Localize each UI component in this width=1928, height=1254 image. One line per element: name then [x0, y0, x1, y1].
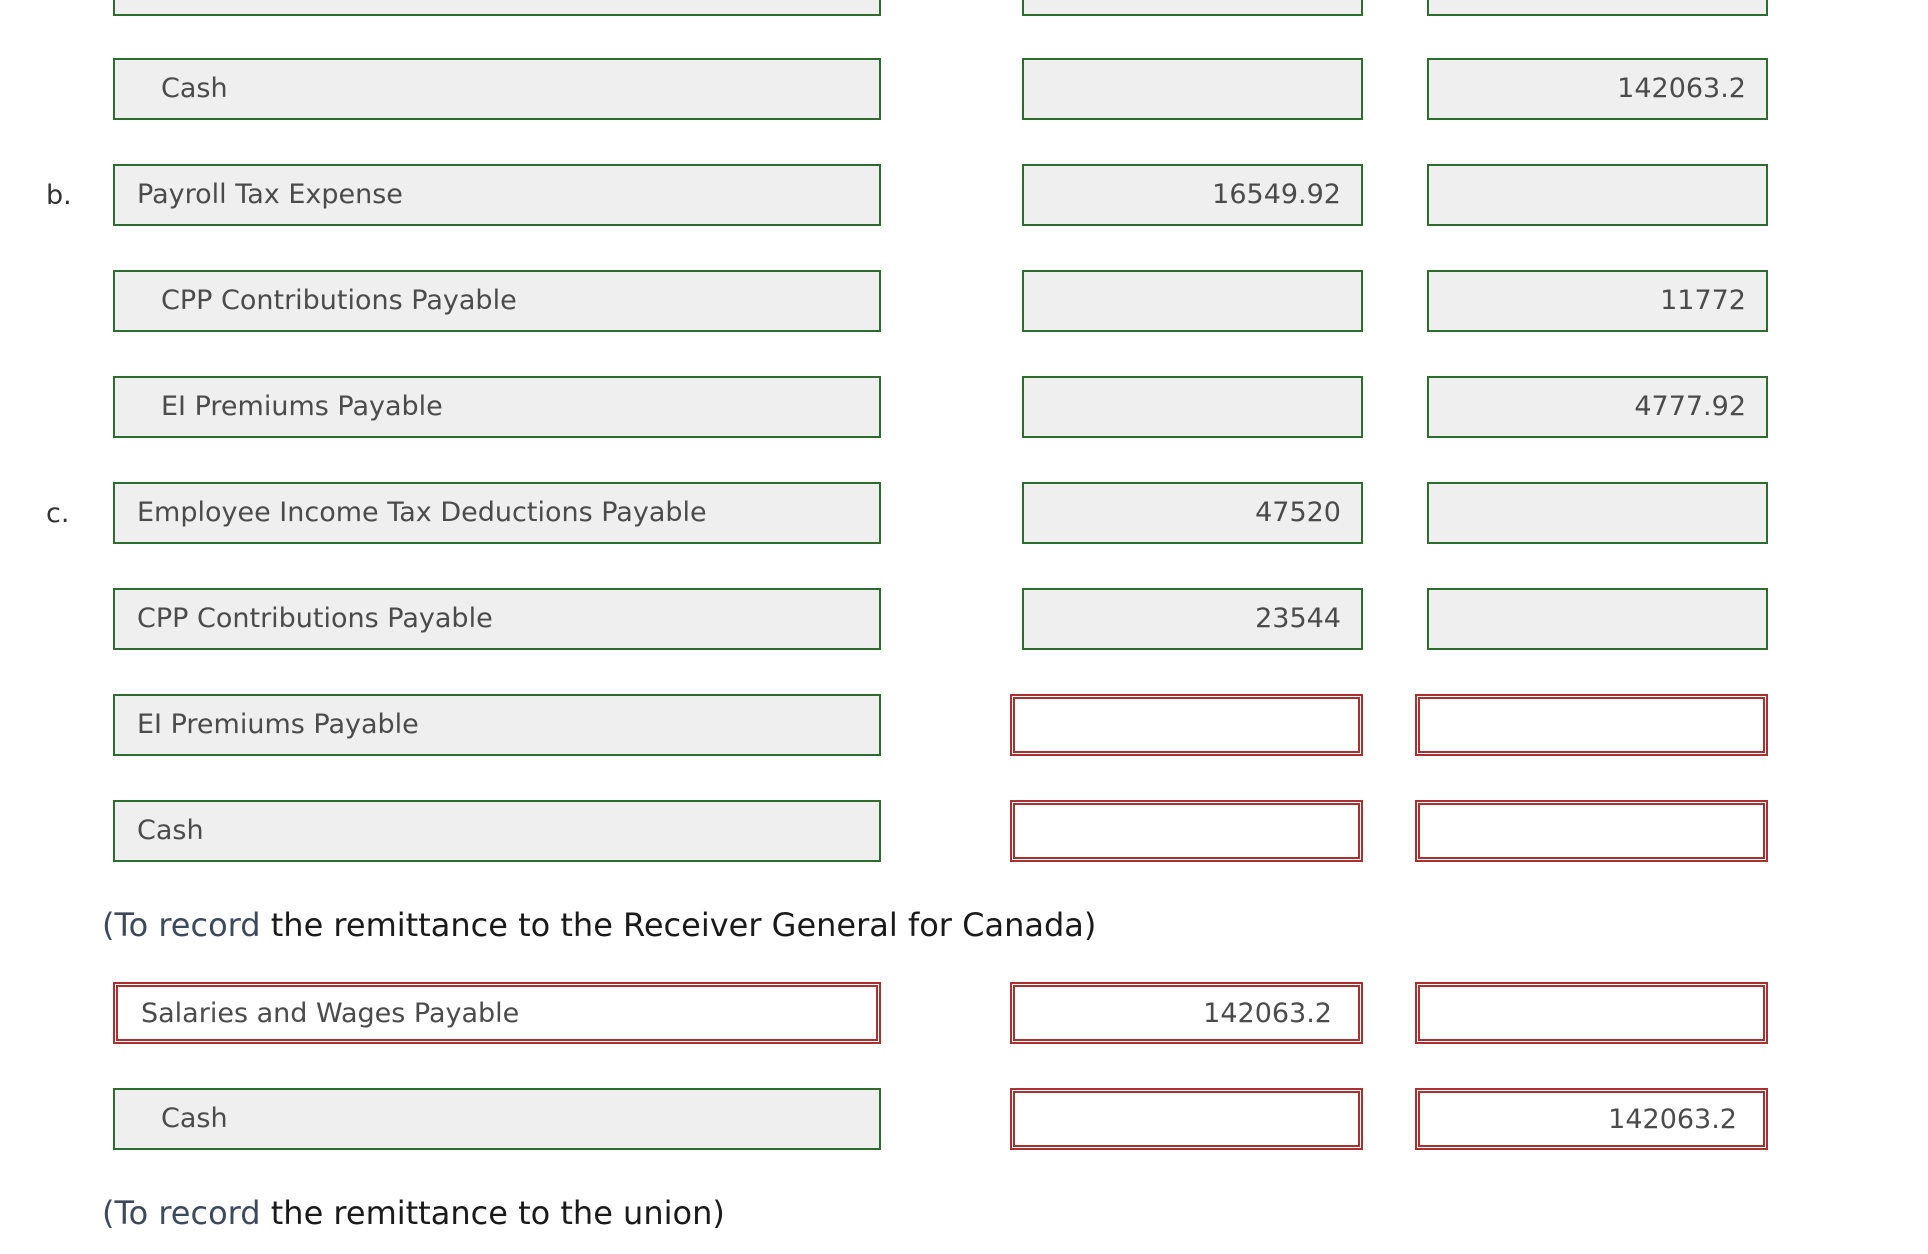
- debit-field-error[interactable]: [1010, 1088, 1363, 1150]
- credit-field-error[interactable]: [1415, 694, 1768, 756]
- debit-field-error[interactable]: 142063.2: [1010, 982, 1363, 1044]
- journal-row: [0, 800, 1928, 866]
- journal-row: [0, 376, 1928, 442]
- credit-field[interactable]: [1427, 588, 1768, 650]
- account-field[interactable]: EI Premiums Payable: [113, 694, 881, 756]
- credit-field-error[interactable]: [1415, 800, 1768, 862]
- account-field[interactable]: Cash: [113, 800, 881, 862]
- journal-row: [0, 588, 1928, 654]
- credit-field-error[interactable]: [1415, 982, 1768, 1044]
- account-field[interactable]: Cash: [113, 1088, 881, 1150]
- credit-field[interactable]: 142063.2: [1427, 58, 1768, 120]
- entry-letter: b.: [46, 180, 72, 211]
- journal-row: [0, 1088, 1928, 1154]
- journal-row: [0, 694, 1928, 760]
- entry-explanation: [102, 1191, 725, 1235]
- journal-row: [0, 270, 1928, 336]
- journal-row: [0, 58, 1928, 124]
- debit-field-error[interactable]: [1010, 694, 1363, 756]
- account-field[interactable]: CPP Contributions Payable: [113, 588, 881, 650]
- debit-field[interactable]: [1022, 58, 1363, 120]
- debit-field[interactable]: 47520: [1022, 482, 1363, 544]
- debit-field[interactable]: 16549.92: [1022, 164, 1363, 226]
- credit-field-error[interactable]: 142063.2: [1415, 1088, 1768, 1150]
- explanation-text: the remittance to the Receiver General for Canada): [260, 906, 1097, 944]
- account-field[interactable]: EI Premiums Payable: [113, 376, 881, 438]
- debit-field[interactable]: 23544: [1022, 588, 1363, 650]
- explanation-lead: (To record: [102, 1194, 261, 1232]
- explanation-text: the remittance to the union): [260, 1194, 725, 1232]
- credit-field[interactable]: [1427, 164, 1768, 226]
- debit-field[interactable]: [1022, 376, 1363, 438]
- account-field-error[interactable]: Salaries and Wages Payable: [113, 982, 881, 1044]
- journal-row: [0, 164, 1928, 230]
- credit-field[interactable]: 4777.92: [1427, 376, 1768, 438]
- debit-field-error[interactable]: [1010, 800, 1363, 862]
- account-field[interactable]: Cash: [113, 58, 881, 120]
- debit-field[interactable]: [1022, 270, 1363, 332]
- credit-field[interactable]: [1427, 482, 1768, 544]
- account-field-partial[interactable]: [113, 0, 881, 16]
- account-field[interactable]: CPP Contributions Payable: [113, 270, 881, 332]
- debit-field-partial[interactable]: [1022, 0, 1363, 16]
- journal-row: [0, 982, 1928, 1048]
- explanation-lead: (To record: [102, 906, 261, 944]
- entry-letter: c.: [46, 498, 70, 529]
- account-field[interactable]: Employee Income Tax Deductions Payable: [113, 482, 881, 544]
- account-field[interactable]: Payroll Tax Expense: [113, 164, 881, 226]
- entry-explanation: [102, 903, 1096, 947]
- journal-row: [0, 482, 1928, 548]
- credit-field-partial[interactable]: [1427, 0, 1768, 16]
- credit-field[interactable]: 11772: [1427, 270, 1768, 332]
